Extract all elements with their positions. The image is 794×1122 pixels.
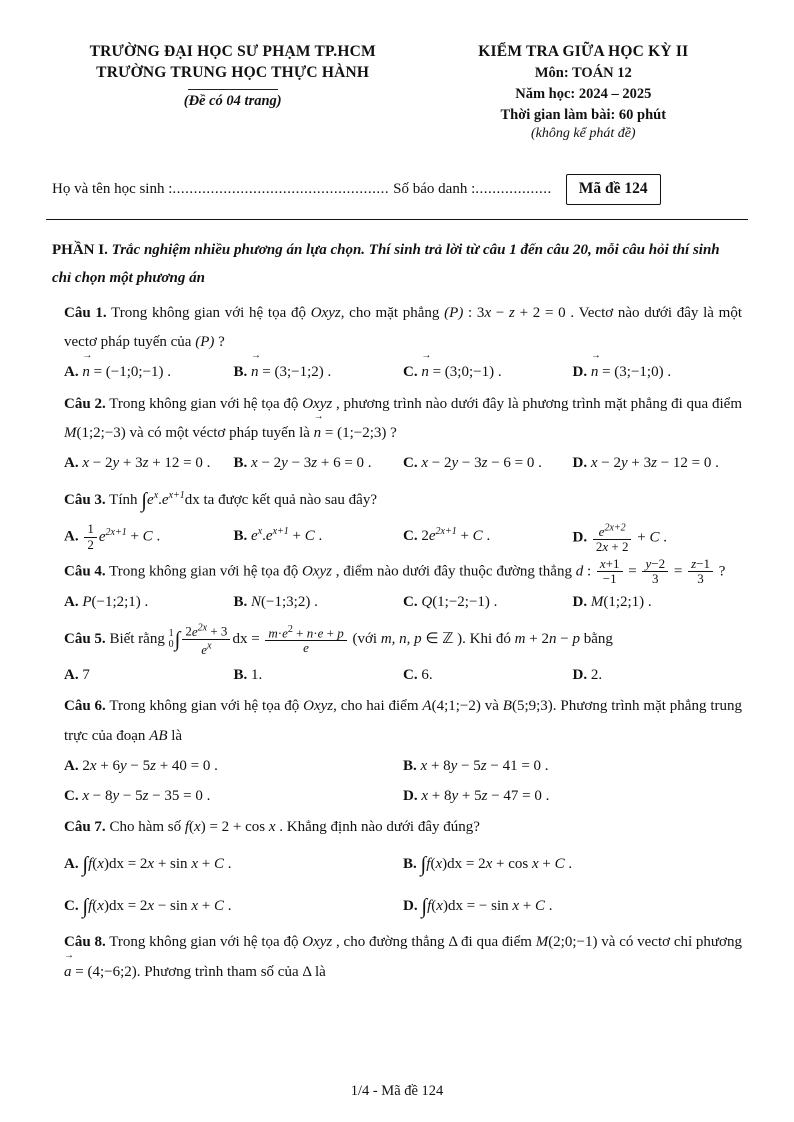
- question-1-number: Câu 1.: [64, 304, 107, 321]
- pages-note: (Đề có 04 trang): [183, 92, 282, 109]
- student-info-row: [52, 174, 742, 205]
- exam-subject: Môn: TOÁN 12: [534, 64, 632, 81]
- question-4: Câu 4. Trong không gian với hệ tọa độ Oxyz , điểm nào dưới đây thuộc đường thẳng d : $\frac{x+1}{-1}$ = $\frac{y-2}{3}$ = $\frac{z-1}{3}$ ?: [64, 555, 726, 587]
- school-name-line2: TRƯỜNG TRUNG HỌC THỰC HÀNH: [96, 63, 370, 81]
- sbd-field[interactable]: ..................: [475, 180, 552, 197]
- question-8-number: Câu 8.: [64, 934, 106, 951]
- option-1-a[interactable]: A. n → = (−1;0;−1) .: [64, 358, 234, 387]
- question-8: Câu 8. Trong không gian với hệ tọa độ Oxyz , cho đường thẳng Δ đi qua điểm M(2;0;−1) và có vectơ chỉ phương a → = (4;−6;2). Phương trình tham số của Δ là: [52, 928, 742, 987]
- option-5-b[interactable]: B. 1.: [233, 667, 263, 684]
- option-3-d[interactable]: D. $\frac{e^{2x+2}}{2x + 2}$ + C .: [572, 522, 667, 555]
- question-6: Câu 6. Trong không gian với hệ tọa độ Oxyz, cho hai điểm A(4;1;−2) và B(5;9;3). Phương trình mặt phẳng trung trực của đoạn AB là: [64, 698, 742, 744]
- question-2: Câu 2. Trong không gian với hệ tọa độ Oxyz , phương trình nào dưới đây là phương trình mặt phẳng đi qua điểm M(1;2;−3) và có một véctơ pháp tuyến là n → = (1;−2;3) ?: [52, 390, 742, 449]
- school-name-line1: TRƯỜNG ĐẠI HỌC SƯ PHẠM TP.HCM: [89, 43, 376, 60]
- option-3-c[interactable]: C. $2e^{2x+1} + C$ .: [403, 526, 491, 545]
- question-4-options: [52, 588, 742, 617]
- question-3-options: [52, 522, 742, 554]
- question-4-number: Câu 4.: [64, 563, 106, 580]
- question-3-number: Câu 3.: [64, 492, 106, 509]
- option-1-c[interactable]: C. n → = (3;0;−1) .: [403, 358, 573, 387]
- exam-title: KIỂM TRA GIỮA HỌC KỲ II: [478, 43, 689, 60]
- option-6-b[interactable]: B. x + 8y − 5z − 41 = 0 .: [403, 757, 549, 774]
- question-6-number: Câu 6.: [64, 698, 106, 715]
- question-2-options: [52, 449, 742, 478]
- question-2-number: Câu 2.: [64, 395, 106, 412]
- option-4-a[interactable]: A. P(−1;2;1) .: [64, 593, 149, 610]
- question-1: Câu 1. Trong không gian với hệ tọa độ Oxyz, cho mặt phẳng (P) : 3x − z + 2 = 0 . Vectơ nào dưới đây là một vectơ pháp tuyến của (P) ?: [64, 304, 742, 351]
- option-2-b[interactable]: B. x − 2y − 3z + 6 = 0 .: [233, 455, 372, 472]
- option-1-b[interactable]: B. n → = (3;−1;2) .: [234, 358, 404, 387]
- option-1-d[interactable]: D. n → = (3;−1;0) .: [573, 358, 743, 387]
- header-divider: [188, 89, 278, 90]
- option-6-c[interactable]: C. x − 8y − 5z − 35 = 0 .: [64, 788, 211, 805]
- option-3-a[interactable]: A. $\frac{1}{2}$ $e^{2x+1} + C$ .: [64, 521, 161, 552]
- question-5-number: Câu 5.: [64, 631, 106, 648]
- exam-info-block: [425, 42, 742, 142]
- exam-duration-note: (không kể phát đề): [531, 125, 636, 141]
- option-4-b[interactable]: B. N(−1;3;2) .: [233, 593, 318, 610]
- part-1-label: PHẦN I.: [52, 241, 108, 258]
- sbd-label: Số báo danh :: [393, 180, 476, 197]
- option-3-b[interactable]: B. $e^x.e^{x+1} + C$ .: [233, 526, 323, 545]
- question-6-options-row1: [52, 752, 742, 781]
- option-2-d[interactable]: D. x − 2y + 3z − 12 = 0 .: [572, 455, 719, 472]
- question-7: Câu 7. Cho hàm số f(x) = 2 + cos x . Khẳng định nào dưới đây đúng?: [64, 819, 480, 836]
- option-2-c[interactable]: C. x − 2y − 3z − 6 = 0 .: [403, 455, 542, 472]
- option-7-c[interactable]: C. ∫f(x)dx = 2x − sin x + C .: [64, 893, 232, 918]
- document-header: [0, 0, 794, 142]
- school-block: [52, 42, 391, 142]
- question-6-options-row2: [52, 782, 742, 811]
- option-4-c[interactable]: C. Q(1;−2;−1) .: [403, 593, 498, 610]
- option-7-a[interactable]: A. ∫f(x)dx = 2x + sin x + C .: [64, 851, 232, 876]
- exam-body: [0, 220, 794, 987]
- page-footer: 1/4 - Mã đề 124: [350, 1083, 444, 1099]
- question-7-options-row1: [52, 844, 742, 885]
- exam-duration: Thời gian làm bài: 60 phút: [500, 106, 667, 123]
- exam-school-year: Năm học: 2024 – 2025: [515, 85, 652, 102]
- option-2-a[interactable]: A. x − 2y + 3z + 12 = 0 .: [64, 455, 211, 472]
- option-7-d[interactable]: D. ∫f(x)dx = − sin x + C .: [403, 893, 553, 918]
- question-5-options: [52, 661, 742, 690]
- option-7-b[interactable]: B. ∫f(x)dx = 2x + cos x + C .: [403, 851, 573, 876]
- part-1-heading: [52, 236, 742, 293]
- option-5-d[interactable]: D. 2.: [572, 667, 603, 684]
- question-7-options-row2: [52, 886, 742, 927]
- exam-code-badge: Mã đề 124: [566, 174, 661, 205]
- option-6-a[interactable]: A. 2x + 6y − 5z + 40 = 0 .: [64, 757, 218, 774]
- question-3: Câu 3. Tính $\int e^x.e^{x+1}dx$ ta được kết quả nào sau đây?: [64, 488, 377, 513]
- part-1-text: Trắc nghiệm nhiều phương án lựa chọn. Thí sinh trả lời từ câu 1 đến câu 20, mỗi câu hỏi thí sinh chỉ chọn một phương án: [52, 241, 720, 287]
- question-7-number: Câu 7.: [64, 819, 106, 836]
- option-6-d[interactable]: D. x + 8y + 5z − 47 = 0 .: [403, 788, 550, 805]
- question-5: Câu 5. Biết rằng 1 0∫ $\frac{2e^{2x} + 3}{e^x}$ dx = $\frac{m\cdot e^2 + n\cdot e + p}{e}$ (với m, n, p ∈ ℤ ). Khi đó m + 2n − p bằng: [64, 622, 613, 657]
- question-1-options: [52, 358, 742, 387]
- option-5-a[interactable]: A. 7: [64, 667, 90, 684]
- option-4-d[interactable]: D. M(1;2;1) .: [572, 593, 652, 610]
- option-5-c[interactable]: C. 6.: [403, 667, 433, 684]
- student-name-field[interactable]: ...................................................: [172, 180, 390, 197]
- student-name-label: Họ và tên học sinh :: [52, 180, 173, 197]
